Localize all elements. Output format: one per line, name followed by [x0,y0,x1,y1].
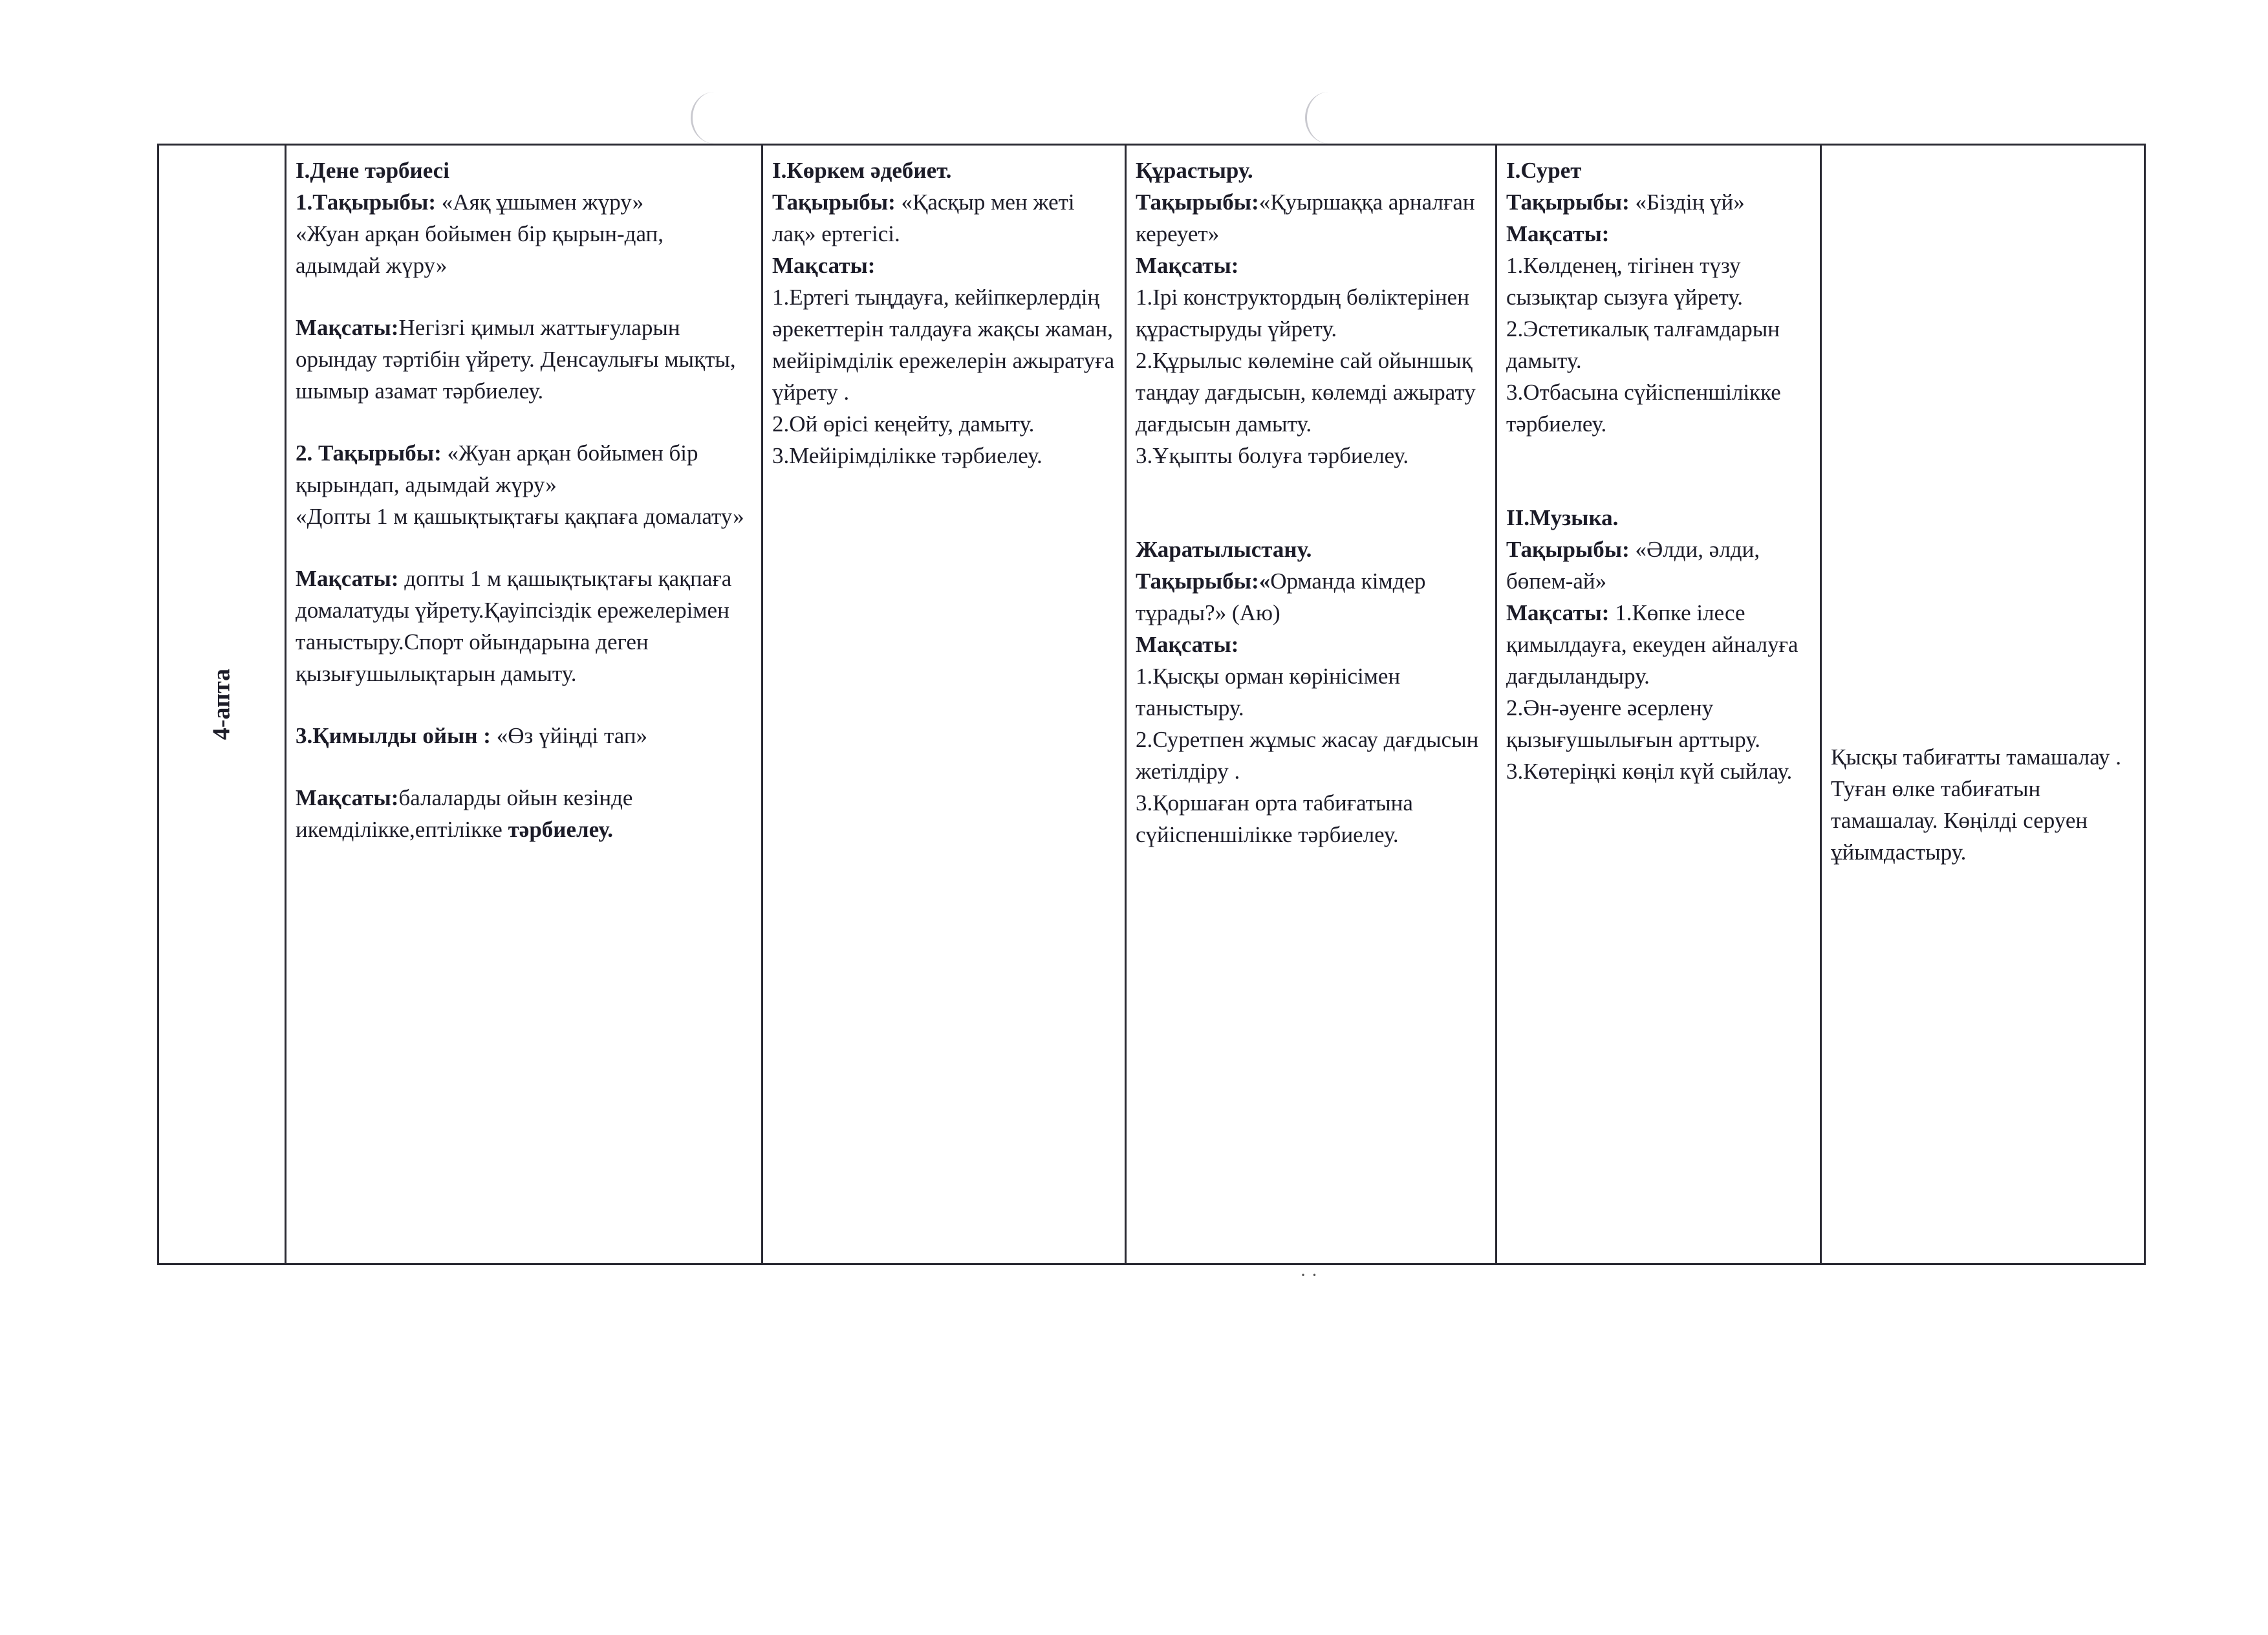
heading-text: Құрастыру. [1136,158,1253,183]
field-label: Тақырыбы: [1506,537,1630,562]
text-line [1136,186,1486,250]
text-line [1506,534,1811,597]
body-text: «Біздің үй» [1629,189,1745,215]
heading-text: І.Сурет [1506,158,1582,183]
body-text: «Допты 1 м қашықтықтағы қақпаға домалату» [296,504,744,529]
cell-drawing-music [1496,145,1821,1264]
body-text: 1.Қысқы орман көрінісімен таныстыру. [1136,664,1401,720]
field-label: 2. Тақырыбы: [296,440,442,466]
heading-text: Мақсаты: [1506,221,1610,246]
text-line [1136,629,1486,660]
text-line [296,720,752,752]
body-text: Орманда кімдер тұрады?» (Аю) [1136,568,1426,625]
field-label: Мақсаты: [296,566,399,591]
body-text: «Әлди, әлди, бөпем-ай» [1506,537,1760,594]
body-text: 2.Суретпен жұмыс жасау дағдысын жетілдіру . [1136,727,1479,784]
text-block [296,563,752,689]
text-line [1136,250,1486,281]
text-block [772,155,1116,471]
body-text: 2.Ән-әуенге әсерлену қызығушылығын арттыру. [1506,695,1760,752]
cell-walk [1821,145,2145,1264]
text-line [1136,440,1486,471]
body-text: 3.Мейірімділікке тәрбиелеу. [772,443,1042,468]
heading-text: Мақсаты: [1136,253,1239,278]
text-line [1506,218,1811,250]
body-text: 2.Ой өрісі кеңейту, дамыту. [772,411,1035,437]
text-line [296,186,752,218]
week-cell [158,145,286,1264]
body-text: «Өз үйіңді тап» [490,723,648,748]
body-text: «Жуан арқан бойымен бір қырындап, адымдай жүру» [296,440,698,497]
week-label: 4-апта [208,668,235,741]
body-text: «Аяқ ұшымен жүру» [436,189,644,215]
field-label: Мақсаты: [1506,600,1610,625]
body-text: 1.Көпке ілесе қимылдауға, екеуден айналуға дағдыландыру. [1506,600,1798,689]
text-line [1136,345,1486,440]
body-text: 2.Құрылыс көлеміне сай ойыншық таңдау дағдысын, көлемді ажырату дағдысын дамыту. [1136,348,1476,437]
text-block [1506,502,1811,787]
body-text: допты 1 м қашықтықтағы қақпаға домалатуды үйрету.Қауіпсіздік ережелерімен таныстыру.Спорт ойындарына деген қызығушылықтарын дамыту. [296,566,732,686]
text-line [296,218,752,281]
text-block [296,186,752,281]
text-line [1136,787,1486,850]
field-label: Тақырыбы: [772,189,896,215]
text-block [296,782,752,845]
body-text: Қысқы табиғатты тамашалау . Туған өлке табиғатын тамашалау. Көңілді серуен ұйымдастыру. [1831,744,2122,865]
text-line [772,281,1116,408]
punch-hole-right [1305,92,1352,144]
field-label: Тақырыбы:« [1136,568,1271,594]
text-block [296,437,752,532]
text-line [1506,250,1811,313]
text-block [1136,534,1486,850]
text-block [296,155,752,186]
heading-text: І.Дене тәрбиесі [296,158,449,183]
text-line [772,186,1116,250]
text-line [296,501,752,532]
text-block [1506,155,1811,440]
text-line [1136,281,1486,345]
body-text: 1.Ертегі тыңдауға, кейіпкерлердің әрекеттерін талдауға жақсы жаман, мейірімділік ережелерін ажыратуға үйрету . [772,285,1115,405]
text-block [1831,741,2135,868]
cell-literature [762,145,1126,1264]
text-line [1506,597,1811,692]
text-block [296,720,752,752]
week-row [158,145,2145,1264]
text-line [296,312,752,407]
text-line [1506,692,1811,755]
text-line [772,155,1116,186]
body-text: «Қасқыр мен жеті лақ» ертегісі. [772,189,1075,246]
text-line [1136,724,1486,787]
text-line [772,440,1116,471]
text-line [772,250,1116,281]
text-line [1506,755,1811,787]
heading-text: І.Көркем әдебиет. [772,158,952,183]
text-line [296,155,752,186]
text-line [1136,534,1486,565]
body-text: 1.Ірі конструктордың бөліктерінен құрастыруды үйрету. [1136,285,1469,341]
text-line [1831,741,2135,868]
text-line [1136,155,1486,186]
body-text: балаларды ойын кезінде икемділікке,ептілікке [296,785,633,842]
text-line [296,782,752,845]
text-line [1136,660,1486,724]
punch-hole-left [691,92,738,144]
body-text: 1.Көлденең, тігінен түзу сызықтар сызуға үйрету. [1506,253,1744,310]
cell-physical-education [286,145,762,1264]
text-line [1506,155,1811,186]
text-line [296,563,752,689]
heading-text: Жаратылыстану. [1136,537,1312,562]
field-label: Мақсаты: [296,315,399,340]
heading-text: Мақсаты: [772,253,876,278]
field-label: Мақсаты: [296,785,399,810]
text-line [1506,313,1811,376]
body-text: «Қуыршаққа арналған кереует» [1136,189,1475,246]
body-text: 2.Эстетикалық талғамдарын дамыту. [1506,316,1780,373]
field-label: 1.Тақырыбы: [296,189,436,215]
scan-speck: · · [1300,1264,1318,1286]
body-text: 3.Отбасына сүйіспеншілікке тәрбиелеу. [1506,380,1781,437]
text-line [772,408,1116,440]
text-line [1136,565,1486,629]
text-line [1506,376,1811,440]
field-label: Тақырыбы: [1136,189,1259,215]
bold-tail: тәрбиелеу. [508,817,614,842]
body-text: 3.Көтеріңкі көңіл күй сыйлау. [1506,759,1793,784]
body-text: 3.Ұқыпты болуға тәрбиелеу. [1136,443,1409,468]
body-text: Негізгі қимыл жаттығуларын орындау тәртібін үйрету. Денсаулығы мықты, шымыр азамат тәрбиелеу. [296,315,736,404]
body-text: «Жуан арқан бойымен бір қырын-дап, адымдай жүру» [296,221,664,278]
field-label: Тақырыбы: [1506,189,1630,215]
cell-construction-nature [1126,145,1496,1264]
text-line [296,437,752,501]
text-line [1506,502,1811,534]
text-block [296,312,752,407]
text-block [1136,155,1486,471]
weekly-plan-table [157,144,2146,1265]
field-label: 3.Қимылды ойын : [296,723,491,748]
body-text: 3.Қоршаған орта табиғатына сүйіспеншілікке тәрбиелеу. [1136,790,1413,847]
heading-text: Мақсаты: [1136,632,1239,657]
text-line [1506,186,1811,218]
heading-text: ІІ.Музыка. [1506,505,1619,530]
